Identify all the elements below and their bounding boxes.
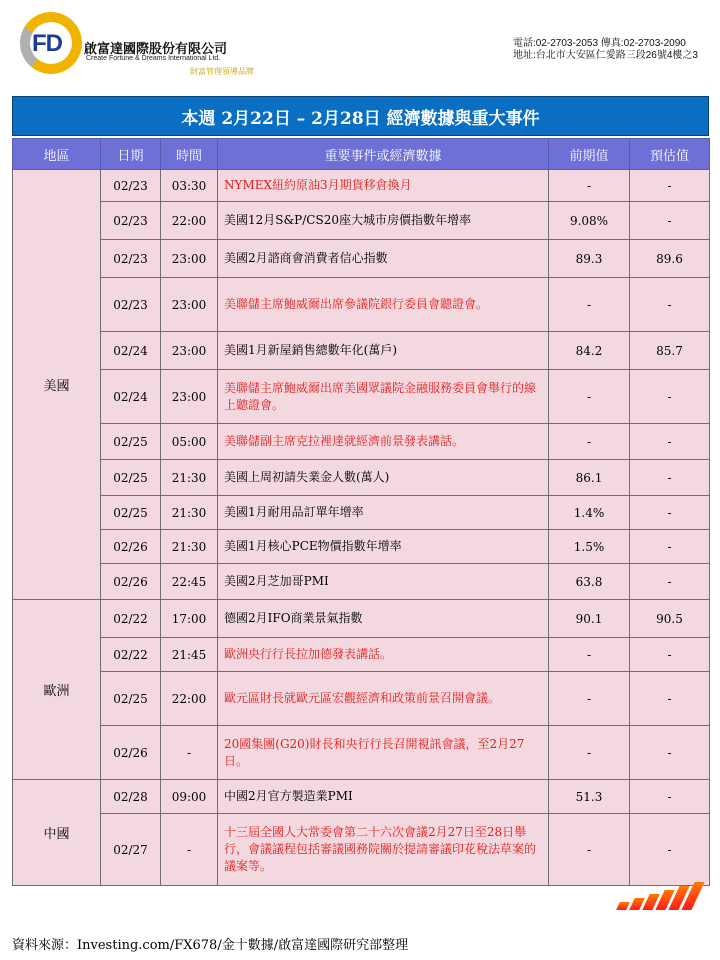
previous-value-cell: - [549,638,630,672]
column-header-time: 時間 [161,139,218,170]
previous-value-cell: 86.1 [549,460,630,496]
forecast-value-cell: - [630,370,710,424]
previous-value-cell: 51.3 [549,780,630,814]
table-row [13,600,710,638]
date-cell: 02/22 [101,600,161,638]
time-cell: 23:00 [161,240,218,278]
previous-value-cell: - [549,814,630,886]
date-cell: 02/23 [101,278,161,332]
previous-value-cell: 89.3 [549,240,630,278]
time-cell: 21:45 [161,638,218,672]
company-slogan: 財富管理領導品牌 [190,67,254,76]
event-cell: 德國2月IFO商業景氣指數 [218,600,549,638]
column-header-previous: 前期值 [549,139,630,170]
table-row [13,814,710,886]
previous-value-cell: 9.08% [549,202,630,240]
forecast-value-cell: - [630,460,710,496]
date-cell: 02/25 [101,496,161,530]
event-cell: 歐洲央行行長拉加德發表講話。 [218,638,549,672]
date-cell: 02/26 [101,530,161,564]
previous-value-cell: 90.1 [549,600,630,638]
time-cell: 09:00 [161,780,218,814]
forecast-value-cell: - [630,530,710,564]
table-row [13,424,710,460]
source-note: 資料來源：Investing.com/FX678/金十數據/啟富達國際研究部整理 [12,938,409,953]
region-cell: 美國 [13,170,101,600]
logo-text: FD [32,30,62,57]
table-row [13,564,710,600]
table-row [13,278,710,332]
date-cell: 02/28 [101,780,161,814]
forecast-value-cell: - [630,278,710,332]
event-cell: 美國12月S&P/CS20座大城市房價指數年增率 [218,202,549,240]
event-cell: 美聯儲主席鮑威爾出席參議院銀行委員會聽證會。 [218,278,549,332]
time-cell: 22:00 [161,672,218,726]
table-row [13,726,710,780]
region-cell: 歐洲 [13,600,101,780]
forecast-value-cell: - [630,814,710,886]
contact-phone: 電話:02-2703-2053 傳真:02-2703-2090 [512,38,686,49]
event-cell: 歐元區財長就歐元區宏觀經濟和政策前景召開會議。 [218,672,549,726]
event-cell: 美國1月新屋銷售總數年化(萬戶) [218,332,549,370]
date-cell: 02/24 [101,332,161,370]
table-row [13,170,710,202]
contact-info [513,38,698,62]
table-row [13,460,710,496]
event-cell: 中國2月官方製造業PMI [218,780,549,814]
date-cell: 02/26 [101,726,161,780]
date-cell: 02/23 [101,170,161,202]
forecast-value-cell: - [630,170,710,202]
event-cell: 美國上周初請失業金人數(萬人) [218,460,549,496]
event-cell: 20國集團(G20)財長和央行行長召開視訊會議，至2月27日。 [218,726,549,780]
time-cell: 23:00 [161,278,218,332]
table-row [13,332,710,370]
time-cell: - [161,726,218,780]
forecast-value-cell: - [630,496,710,530]
forecast-value-cell: - [630,726,710,780]
date-cell: 02/25 [101,672,161,726]
previous-value-cell: 1.4% [549,496,630,530]
contact-address: 地址:台北市大安區仁愛路三段26號4樓之3 [512,50,698,61]
page-header [0,0,720,90]
table-row [13,530,710,564]
corner-decoration [598,880,708,910]
company-logo [20,12,82,74]
forecast-value-cell: - [630,672,710,726]
table-row [13,672,710,726]
table-header-row [13,139,710,170]
date-cell: 02/23 [101,240,161,278]
forecast-value-cell: - [630,780,710,814]
previous-value-cell: 63.8 [549,564,630,600]
table-row [13,240,710,278]
time-cell: 23:00 [161,370,218,424]
forecast-value-cell: - [630,564,710,600]
time-cell: 22:45 [161,564,218,600]
previous-value-cell: - [549,424,630,460]
column-header-event: 重要事件或經濟數據 [218,139,549,170]
forecast-value-cell: - [630,424,710,460]
date-cell: 02/26 [101,564,161,600]
events-table-body [13,170,710,886]
table-row [13,638,710,672]
date-cell: 02/23 [101,202,161,240]
forecast-value-cell: 85.7 [630,332,710,370]
company-name-en: Create Fortune & Dreams International Ltd. [86,55,221,62]
date-cell: 02/25 [101,460,161,496]
previous-value-cell: - [549,278,630,332]
time-cell: 22:00 [161,202,218,240]
date-cell: 02/25 [101,424,161,460]
forecast-value-cell: 89.6 [630,240,710,278]
column-header-region: 地區 [13,139,101,170]
event-cell: 美聯儲副主席克拉裡達就經濟前景發表講話。 [218,424,549,460]
page-title: 本週 2月22日 – 2月28日 經濟數據與重大事件 [12,96,709,136]
table-row [13,370,710,424]
time-cell: - [161,814,218,886]
events-table [12,138,710,886]
previous-value-cell: - [549,170,630,202]
previous-value-cell: - [549,672,630,726]
forecast-value-cell: - [630,202,710,240]
company-name-cn: 啟富達國際股份有限公司 [84,41,228,56]
region-cell: 中國 [13,780,101,886]
table-row [13,780,710,814]
time-cell: 03:30 [161,170,218,202]
previous-value-cell: 1.5% [549,530,630,564]
forecast-value-cell: - [630,638,710,672]
time-cell: 05:00 [161,424,218,460]
event-cell: 美國2月芝加哥PMI [218,564,549,600]
column-header-date: 日期 [101,139,161,170]
event-cell: 美國2月諮商會消費者信心指數 [218,240,549,278]
date-cell: 02/24 [101,370,161,424]
time-cell: 21:30 [161,460,218,496]
date-cell: 02/27 [101,814,161,886]
column-header-forecast: 預估值 [630,139,710,170]
event-cell: 美聯儲主席鮑威爾出席美國眾議院金融服務委員會舉行的線上聽證會。 [218,370,549,424]
time-cell: 23:00 [161,332,218,370]
time-cell: 21:30 [161,496,218,530]
table-row [13,496,710,530]
forecast-value-cell: 90.5 [630,600,710,638]
date-cell: 02/22 [101,638,161,672]
time-cell: 17:00 [161,600,218,638]
previous-value-cell: 84.2 [549,332,630,370]
event-cell: NYMEX紐約原油3月期貨移倉換月 [218,170,549,202]
table-row [13,202,710,240]
event-cell: 美國1月耐用品訂單年增率 [218,496,549,530]
previous-value-cell: - [549,370,630,424]
time-cell: 21:30 [161,530,218,564]
event-cell: 十三屆全國人大常委會第二十六次會議2月27日至28日舉行，會議議程包括審議國務院關於提請審議印花稅法草案的議案等。 [218,814,549,886]
previous-value-cell: - [549,726,630,780]
event-cell: 美國1月核心PCE物價指數年增率 [218,530,549,564]
